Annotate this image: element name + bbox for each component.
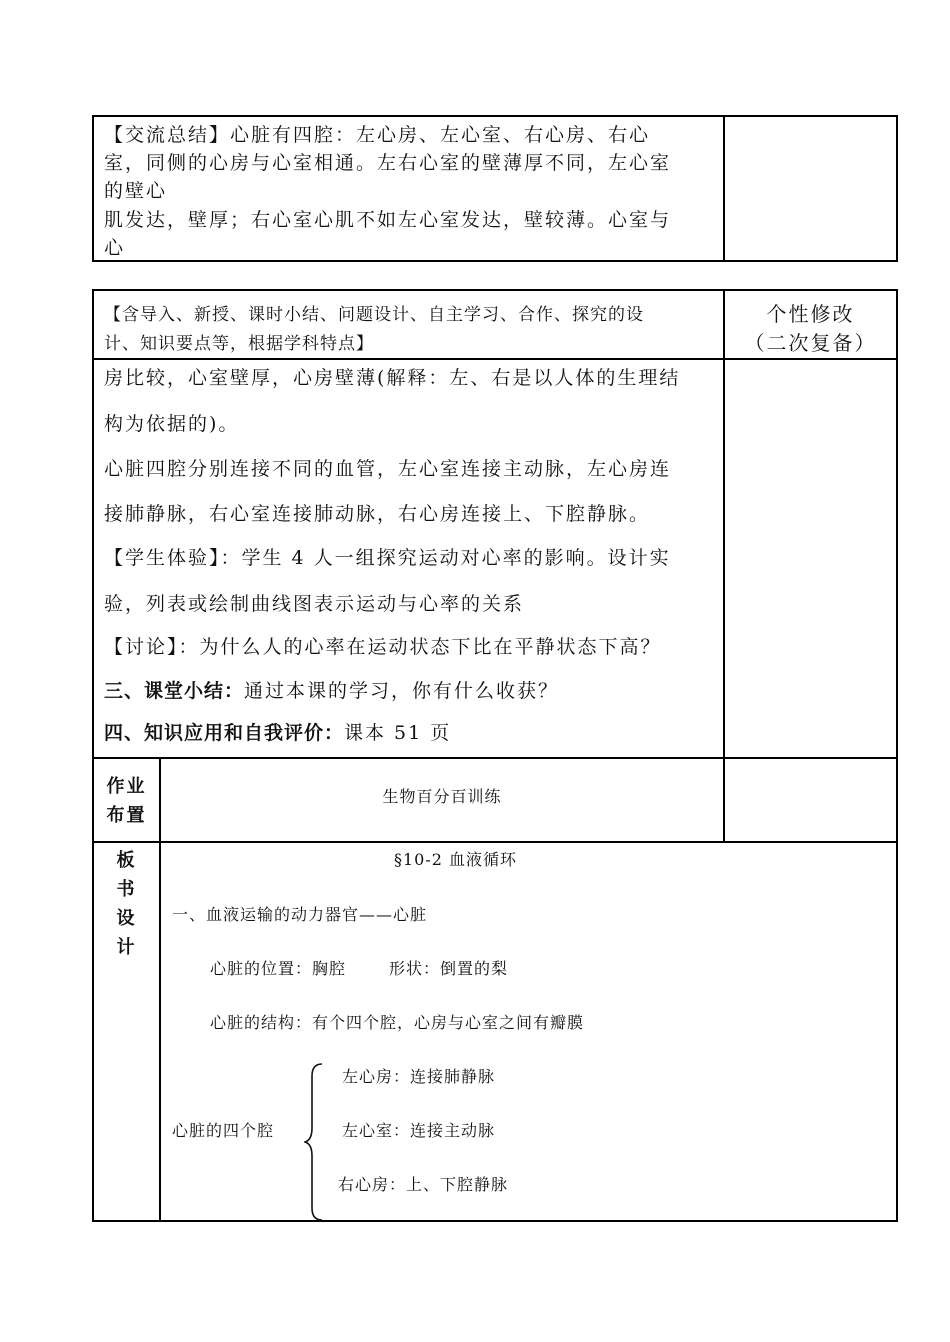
board-section-1: 一、血液运输的动力器官——心脏 [172, 905, 428, 924]
knowledge-application-text: 课本 51 页 [344, 722, 452, 744]
heart-shape: 形状：倒置的梨 [389, 959, 509, 978]
heart-position: 心脏的位置：胸腔 [210, 959, 347, 978]
summary-line-2: 室，同侧的心房与心室相通。左右心室的壁薄厚不同，左心室 [104, 152, 672, 174]
board-label-2: 书 [116, 879, 137, 900]
class-summary-row [104, 676, 559, 703]
header-note-line-1: 【含导入、新授、课时小结、问题设计、自主学习、合作、探究的设 [104, 305, 644, 325]
second-preparation-note: （二次复备） [744, 331, 877, 355]
summary-line-3: 的壁心 [104, 180, 168, 202]
discussion-line: 【讨论】：为什么人的心率在运动状态下比在平静状态下高？ [104, 636, 662, 658]
board-title: §10-2 血液循环 [394, 850, 518, 869]
body-line-2: 构为依据的)。 [104, 413, 240, 435]
summary-line-4: 肌发达，壁厚；右心室心肌不如左心室发达，壁较薄。心室与 [104, 209, 672, 231]
homework-content: 生物百分百训练 [382, 787, 502, 806]
homework-label-line-2: 布置 [106, 805, 147, 826]
chambers-label: 心脏的四个腔 [172, 1121, 275, 1140]
top-table-divider [723, 115, 725, 262]
homework-row-divider [92, 841, 898, 843]
curly-brace-icon [304, 1062, 324, 1222]
chamber-left-ventricle: 左心室：连接主动脉 [342, 1121, 496, 1140]
knowledge-application-row [104, 718, 451, 745]
knowledge-application-label: 四、知识应用和自我评价： [104, 722, 345, 744]
class-summary-label: 三、课堂小结： [104, 680, 245, 702]
class-summary-text: 通过本课的学习，你有什么收获？ [244, 680, 560, 702]
body-row-divider [92, 757, 898, 759]
chamber-left-atrium: 左心房：连接肺静脉 [342, 1067, 496, 1086]
chamber-right-atrium: 右心房：上、下腔静脉 [338, 1175, 509, 1194]
heart-structure: 心脏的结构：有个四个腔，心房与心室之间有瓣膜 [210, 1013, 585, 1032]
board-label-4: 计 [116, 937, 137, 958]
body-line-3: 心脏四腔分别连接不同的血管，左心室连接主动脉，左心房连 [104, 458, 672, 480]
experience-line-1: 【学生体验】：学生 4 人一组探究运动对心率的影响。设计实 [104, 547, 671, 569]
label-column-divider [159, 757, 161, 1222]
personal-revision-title: 个性修改 [766, 302, 855, 326]
homework-label-line-1: 作业 [106, 776, 147, 797]
body-line-1: 房比较，心室壁厚，心房壁薄(解释：左、右是以人体的生理结 [104, 367, 681, 389]
body-line-4: 接肺静脉，右心室连接肺动脉，右心房连接上、下腔静脉。 [104, 503, 651, 525]
header-row-divider [92, 358, 898, 360]
board-label-3: 设 [116, 908, 137, 929]
board-label-1: 板 [116, 850, 137, 871]
summary-line-5: 心 [104, 237, 126, 259]
summary-line-1: 【交流总结】心脏有四腔：左心房、左心室、右心房、右心 [104, 124, 651, 146]
header-note-line-2: 计、知识要点等，根据学科特点】 [104, 334, 374, 354]
experience-line-2: 验，列表或绘制曲线图表示运动与心率的关系 [104, 593, 525, 615]
